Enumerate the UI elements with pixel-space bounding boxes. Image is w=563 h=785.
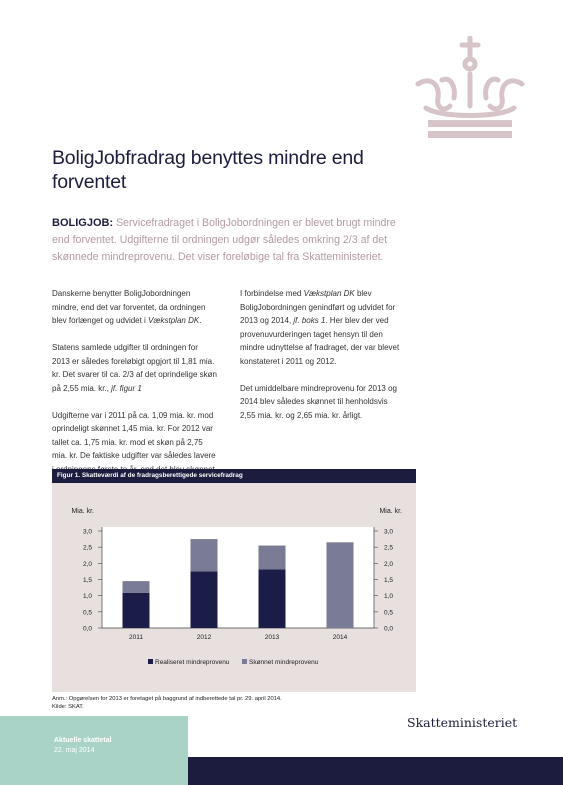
text-column-right [240, 287, 405, 436]
y-axis-label-left: Mia. kr. [71, 508, 94, 515]
body-p1-text: Danskerne benytter BoligJobordningen mindre, end det var forventet, da ordningen blev forlænget og udvidet i [52, 289, 206, 325]
note-anm: Anm.: Opgørelsen for 2013 er foretaget på baggrund af indberettede tal pr. 29. april 2014. [52, 696, 282, 702]
body-p4-emphasis-1: Vækstplan DK [303, 289, 355, 298]
body-paragraph-3: Udgifterne var i 2011 på ca. 1,09 mia. kr. mod oprindeligt skønnet 1,45 mia. kr. For 2012 var tallet ca. 1,75 mia. kr. mod et skøn på 2,75 mia. kr. De faktiske udgifter var således lavere [52, 410, 216, 460]
bar-skonnet-2012 [191, 539, 218, 571]
lead-paragraph [52, 215, 412, 266]
bar-skonnet-2011 [123, 581, 150, 593]
footer-publication: Aktuelle skattetal [54, 737, 112, 744]
figure-notes [52, 695, 282, 711]
y-tick-label-right: 3,0 [384, 528, 394, 536]
figure-title: Figur 1. Skatteværdi af de fradragsberettigede servicefradrag [52, 469, 416, 483]
body-p1-end: . [199, 316, 202, 325]
bar-realiseret-2013 [259, 569, 286, 628]
legend-swatch-0 [148, 659, 153, 664]
crown-logo-icon [410, 36, 528, 144]
bar-skonnet-2014 [327, 542, 354, 628]
bar-realiseret-2011 [123, 593, 150, 628]
legend-swatch-1 [242, 659, 247, 664]
body-paragraph-1 [52, 287, 217, 328]
footer-date: 22. maj 2014 [54, 747, 95, 754]
note-kilde: Kilde: SKAT. [52, 704, 84, 710]
body-p4-emphasis-2: jf. boks 1 [293, 316, 326, 325]
y-tick-label-right: 2,0 [384, 560, 394, 568]
x-tick-label: 2011 [129, 634, 143, 641]
y-tick-label-left: 1,5 [82, 577, 92, 584]
body-p4-text-a: I forbindelse med [240, 289, 304, 298]
body-p1-emphasis: Vækstplan DK [148, 316, 200, 325]
y-tick-label-right: 2,5 [384, 544, 394, 552]
y-tick-label-right: 1,5 [384, 577, 394, 584]
bar-realiseret-2012 [191, 571, 218, 628]
lead-text: Servicefradraget i BoligJobordningen er blevet brugt mindre end forventet. Udgifterne til ordningen udgør således omkring 2/3 af det skønnede mindreprovenu. Det viser foreløbige tal fra Skatteministeriet. [52, 217, 396, 263]
body-p4-text-b: blev BoligJobordningen genindført og udvidet for 2013 og 2014, [240, 289, 396, 325]
x-tick-label: 2013 [264, 634, 280, 641]
y-tick-label-left: 0,0 [82, 625, 92, 633]
y-tick-label-left: 1,0 [82, 593, 92, 601]
bar-skonnet-2013 [259, 546, 286, 570]
y-axis-label-right: Mia. kr. [379, 508, 402, 515]
x-tick-label: 2012 [196, 634, 212, 641]
lead-kicker: BOLIGJOB: [52, 217, 114, 229]
y-tick-label-left: 2,0 [82, 560, 92, 568]
body-paragraph-4 [240, 287, 405, 368]
body-p2-text: Statens samlede udgifter til ordningen for 2013 er således foreløbigt opgjort til 1,81 mia. kr. Det svarer til ca. 2/3 af det oprindelige skøn på 2,55 mia. kr., [52, 343, 217, 393]
bar-chart [52, 483, 416, 692]
y-tick-label-left: 0,5 [82, 609, 92, 617]
y-tick-label-right: 1,0 [384, 593, 394, 601]
y-tick-label-left: 3,0 [82, 528, 92, 536]
legend-label-0: Realiseret mindreprovenu [155, 659, 230, 666]
y-tick-label-right: 0,0 [384, 625, 394, 633]
footer-bar [188, 757, 563, 785]
body-p2-emphasis: jf. figur 1 [111, 383, 142, 393]
body-p4-text-c: . Her blev der ved provenuvurderingen taget hensyn til den mindre udnyttelse af fradraget, der var blevet konstateret i 2011 og 2012. [240, 316, 400, 366]
y-tick-label-right: 0,5 [384, 609, 394, 617]
body-paragraph-5: Det umiddelbare mindreprovenu for 2013 og 2014 blev således skønnet til henholdsvis 2,55 mia. kr. og 2,65 mia. kr. årligt. [240, 383, 397, 420]
body-paragraph-2 [52, 341, 217, 395]
brand-wordmark: Skatteministeriet [407, 715, 518, 730]
legend-label-1: Skønnet mindreprovenu [249, 659, 319, 666]
page-title: BoligJobfradrag benyttes mindre end forventet [52, 147, 364, 193]
footer-publication-box [0, 716, 188, 785]
y-tick-label-left: 2,5 [82, 544, 92, 552]
figure-1 [52, 469, 416, 692]
x-tick-label: 2014 [332, 634, 348, 641]
